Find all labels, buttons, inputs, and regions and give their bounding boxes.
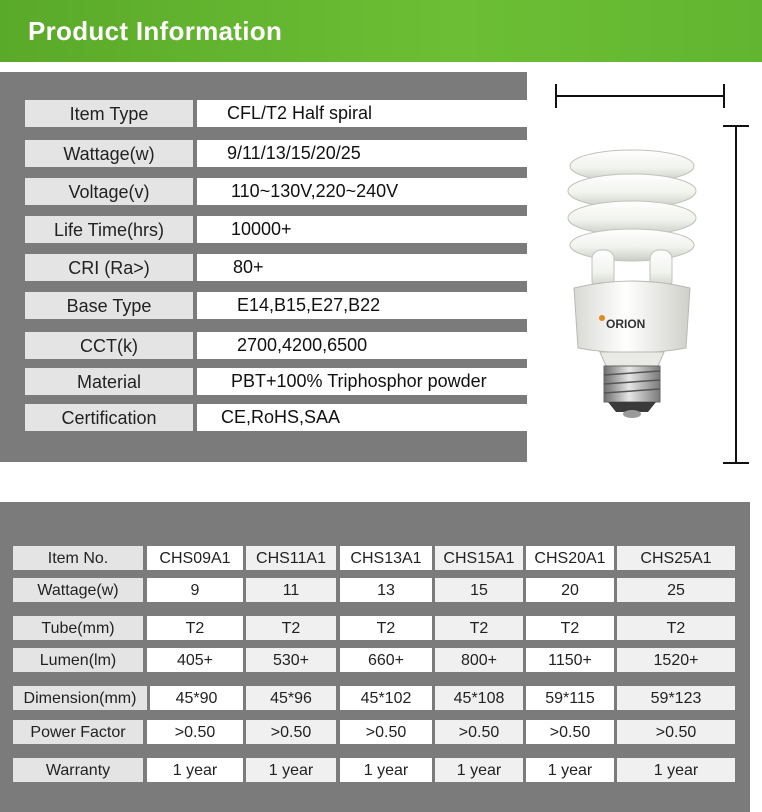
brand-logo-text: ORION: [606, 317, 646, 331]
table-cell: CHS15A1: [435, 546, 523, 570]
table-cell: 1150+: [526, 648, 614, 672]
table-cell: 25: [617, 578, 735, 602]
table-cell: T2: [526, 616, 614, 640]
spec-label: Item Type: [25, 100, 193, 127]
spec-label: Material: [25, 368, 193, 395]
table-cell: >0.50: [340, 720, 432, 744]
table-cell: 59*123: [617, 686, 735, 710]
spec-value: 80+: [197, 254, 527, 281]
spec-value: E14,B15,E27,B22: [197, 292, 527, 319]
spec-label: Life Time(hrs): [25, 216, 193, 243]
table-cell: 9: [147, 578, 243, 602]
table-cell: T2: [617, 616, 735, 640]
spec-value: CE,RoHS,SAA: [197, 404, 527, 431]
spiral-bulb-image: [540, 66, 762, 476]
table-cell: >0.50: [526, 720, 614, 744]
spec-label: CRI (Ra>): [25, 254, 193, 281]
table-cell: 45*108: [435, 686, 523, 710]
table-cell: T2: [147, 616, 243, 640]
spec-label: Base Type: [25, 292, 193, 319]
table-cell: >0.50: [147, 720, 243, 744]
bulb-illustration: [540, 66, 762, 476]
table-cell: 1520+: [617, 648, 735, 672]
spec-value: 110~130V,220~240V: [197, 178, 527, 205]
table-row-label: Power Factor: [13, 720, 143, 744]
table-cell: >0.50: [617, 720, 735, 744]
table-cell: 1 year: [147, 758, 243, 782]
product-table: [0, 502, 750, 812]
table-cell: 11: [246, 578, 336, 602]
table-cell: CHS13A1: [340, 546, 432, 570]
table-cell: 45*90: [150, 686, 243, 710]
table-cell: 530+: [246, 648, 336, 672]
table-cell: T2: [246, 616, 336, 640]
table-cell: 800+: [435, 648, 523, 672]
table-row-label: Dimension(mm): [13, 686, 147, 710]
table-cell: CHS11A1: [246, 546, 336, 570]
table-row-label: Item No.: [13, 546, 143, 570]
table-cell: T2: [435, 616, 523, 640]
brand-logo-icon: [599, 315, 605, 321]
header-banner: [0, 0, 762, 62]
spec-panel: [0, 72, 527, 462]
table-cell: 405+: [147, 648, 243, 672]
table-row-label: Warranty: [13, 758, 143, 782]
table-cell: 13: [340, 578, 432, 602]
table-cell: 45*96: [246, 686, 336, 710]
table-cell: CHS09A1: [147, 546, 243, 570]
page-title: Product Information: [28, 16, 283, 46]
table-cell: 1 year: [340, 758, 432, 782]
table-cell: >0.50: [435, 720, 523, 744]
table-cell: 1 year: [526, 758, 614, 782]
spec-label: Certification: [25, 404, 193, 431]
spec-value: 2700,4200,6500: [197, 332, 527, 359]
table-cell: T2: [340, 616, 432, 640]
table-row-label: Wattage(w): [13, 578, 143, 602]
table-cell: 20: [526, 578, 614, 602]
table-row-label: Tube(mm): [13, 616, 143, 640]
table-cell: 1 year: [246, 758, 336, 782]
table-row-label: Lumen(lm): [13, 648, 143, 672]
spec-label: CCT(k): [25, 332, 193, 359]
table-cell: 15: [435, 578, 523, 602]
table-cell: >0.50: [246, 720, 336, 744]
table-cell: 45*102: [340, 686, 432, 710]
spec-label: Wattage(w): [25, 140, 193, 167]
spec-value: 9/11/13/15/20/25: [197, 140, 527, 167]
table-cell: 660+: [340, 648, 432, 672]
table-cell: CHS20A1: [526, 546, 614, 570]
table-cell: 1 year: [617, 758, 735, 782]
spec-value: CFL/T2 Half spiral: [197, 100, 527, 127]
table-cell: CHS25A1: [617, 546, 735, 570]
table-cell: 59*115: [526, 686, 614, 710]
table-cell: 1 year: [435, 758, 523, 782]
spec-value: PBT+100% Triphosphor powder: [197, 368, 532, 395]
spec-value: 10000+: [197, 216, 527, 243]
spec-label: Voltage(v): [25, 178, 193, 205]
